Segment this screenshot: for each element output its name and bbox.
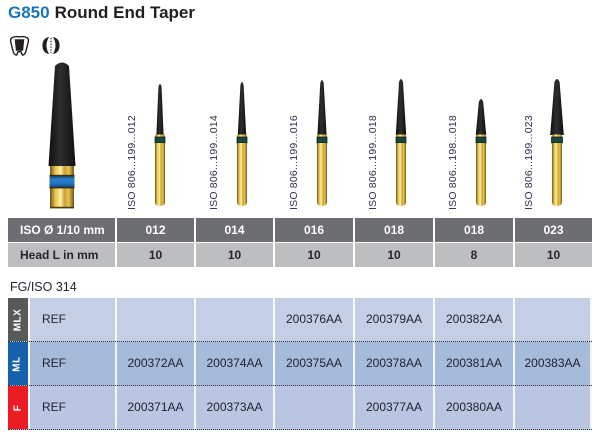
product-name: Round End Taper <box>54 3 195 22</box>
grit-row-ml <box>8 342 592 386</box>
ref-number: 200377AA <box>355 386 435 429</box>
iso-number-label: ISO 806...199...012 <box>126 115 138 210</box>
molar-prep-icon <box>8 35 31 56</box>
bur-illustration-018 <box>389 78 413 212</box>
bur-illustration-016 <box>310 78 334 212</box>
head-length-value: 10 <box>117 243 196 267</box>
row-header: ISO Ø 1/10 mm <box>8 218 117 242</box>
row-header: Head L in mm <box>8 243 117 267</box>
head-length-value: 10 <box>546 248 561 262</box>
ref-number <box>275 386 355 429</box>
ref-number <box>117 298 196 341</box>
spec-table <box>8 218 592 267</box>
head-length-value: 10 <box>355 243 435 267</box>
ref-number: 200379AA <box>355 298 435 341</box>
bur-illustration-014 <box>230 78 254 212</box>
ref-number <box>515 298 592 341</box>
ref-label: REF <box>30 298 117 341</box>
ref-number: 200383AA <box>515 342 592 385</box>
ref-number: 200376AA <box>275 298 355 341</box>
iso-diameter-value: 016 <box>275 218 355 242</box>
ref-number: 200371AA <box>117 386 196 429</box>
iso-diameter-value: 018 <box>355 218 435 242</box>
iso-number-label: ISO 806...198...018 <box>447 115 459 210</box>
ref-label: REF <box>30 386 117 429</box>
ref-number: 200375AA <box>275 342 355 385</box>
iso-number-label: ISO 806...199...018 <box>367 115 379 210</box>
ref-table <box>8 298 592 430</box>
head-length-value: 10 <box>275 243 355 267</box>
product-code: G850 <box>8 3 50 22</box>
grit-tab-label: MLX <box>12 308 24 331</box>
ref-number: 200373AA <box>196 386 275 429</box>
shank-type-label: FG/ISO 314 <box>10 280 77 294</box>
iso-number-label: ISO 806...199...016 <box>288 115 300 210</box>
grit-tab-ml <box>8 342 30 385</box>
ref-number: 200381AA <box>435 342 515 385</box>
grit-tab-f <box>8 386 30 429</box>
iso-diameter-value: 012 <box>117 218 196 242</box>
grit-row-mlx <box>8 298 592 342</box>
grit-row-f <box>8 386 592 430</box>
page-title <box>8 3 195 23</box>
ref-number <box>196 298 275 341</box>
ref-number: 200380AA <box>435 386 515 429</box>
ref-number: 200372AA <box>117 342 196 385</box>
head-length-value: 8 <box>435 243 515 267</box>
grit-tab-label: F <box>11 404 23 411</box>
head-length-value: 10 <box>196 243 275 267</box>
iso-number-label: ISO 806...199...023 <box>523 115 535 210</box>
ref-number: 200382AA <box>435 298 515 341</box>
bur-illustration-018-short <box>469 78 493 212</box>
iso-diameter-value: 018 <box>435 218 515 242</box>
bur-illustration-012 <box>148 78 172 212</box>
ref-number: 200378AA <box>355 342 435 385</box>
bur-illustration-023 <box>545 78 569 212</box>
ref-number <box>515 386 592 429</box>
iso-diameter-value: 023 <box>543 223 564 237</box>
iso-diameter-row <box>8 218 592 243</box>
head-length-row <box>8 243 592 267</box>
ref-number: 200374AA <box>196 342 275 385</box>
indication-icons <box>8 35 64 56</box>
grit-tab-mlx <box>8 298 30 341</box>
iso-number-label: ISO 806...199...014 <box>208 115 220 210</box>
iso-diameter-value: 014 <box>196 218 275 242</box>
bur-illustration-large <box>44 60 80 212</box>
crown-prep-icon <box>38 35 64 56</box>
grit-tab-label: ML <box>11 355 23 372</box>
ref-label: REF <box>30 342 117 385</box>
